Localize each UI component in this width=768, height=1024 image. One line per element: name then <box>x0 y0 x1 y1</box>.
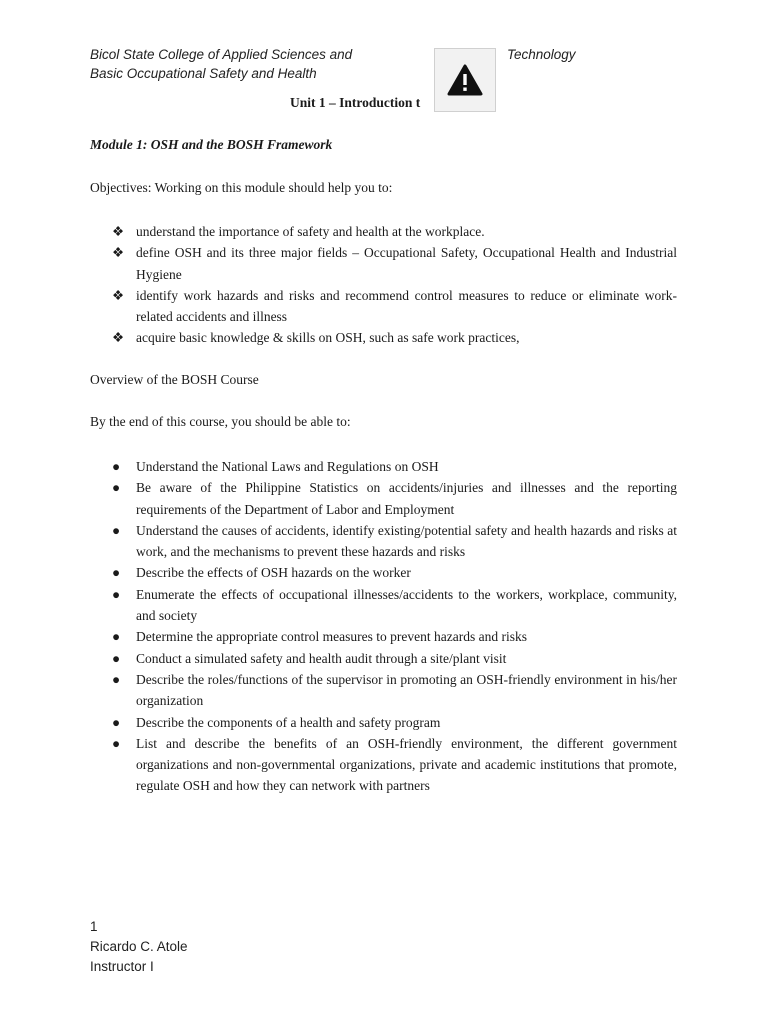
list-item: ● Describe the effects of OSH hazards on the worker <box>90 562 677 583</box>
unit-title: Unit 1 – Introduction t <box>290 95 421 110</box>
list-item: ● Describe the roles/functions of the supervisor in promoting an OSH-friendly environment in his/her organization <box>90 669 677 712</box>
bullet-icon: ● <box>112 480 121 496</box>
list-item: ● Determine the appropriate control measures to prevent hazards and risks <box>90 626 677 647</box>
footer-author-name: Ricardo C. Atole <box>90 939 188 954</box>
bullet-icon: ● <box>112 459 121 474</box>
list-item: ● Understand the causes of accidents, identify existing/potential safety and health hazards and risks at work, and the mechanisms to prevent these hazards and risks <box>90 520 677 563</box>
list-item: ● Be aware of the Philippine Statistics on accidents/injuries and illnesses and the reporting requirements of the Department of Labor and Employment <box>90 477 677 520</box>
objectives-list <box>90 221 677 349</box>
list-item: ● List and describe the benefits of an OSH-friendly environment, the different government organizations and non-governmental organizations, private and academic institutions that promote, regulate OSH and how they can network with partners <box>90 733 677 797</box>
module-title: Module 1: OSH and the BOSH Framework <box>90 137 333 152</box>
outcomes-list <box>90 456 677 797</box>
list-item: ❖ understand the importance of safety and health at the workplace. <box>90 221 677 242</box>
bullet-icon: ● <box>112 522 121 538</box>
diamond-bullet-icon: ❖ <box>112 224 125 239</box>
bullet-icon: ● <box>112 629 121 645</box>
warning-image-placeholder <box>434 48 496 112</box>
list-item: ❖ define OSH and its three major fields – Occupational Safety, Occupational Health and Industrial Hygiene <box>90 242 677 285</box>
page-number: 1 <box>90 919 98 934</box>
bullet-icon: ● <box>112 714 121 730</box>
warning-icon <box>447 64 483 96</box>
diamond-bullet-icon: ❖ <box>112 245 125 261</box>
list-item: ● Conduct a simulated safety and health audit through a site/plant visit <box>90 648 677 669</box>
header-college-continued: Technology <box>507 47 576 62</box>
header-college: Bicol State College of Applied Sciences and <box>90 47 353 62</box>
list-item: ❖ acquire basic knowledge & skills on OSH, such as safe work practices, <box>90 327 677 348</box>
bullet-icon: ● <box>112 735 121 751</box>
diamond-bullet-icon: ❖ <box>112 287 125 303</box>
bullet-icon: ● <box>112 586 121 602</box>
bullet-icon: ● <box>112 650 121 666</box>
list-item: ● Describe the components of a health and safety program <box>90 712 677 733</box>
overview-heading: Overview of the BOSH Course <box>90 372 259 387</box>
footer-author-role: Instructor I <box>90 959 154 974</box>
list-item: ● Enumerate the effects of occupational illnesses/accidents to the workers, workplace, community, and society <box>90 584 677 627</box>
list-item: ❖ identify work hazards and risks and recommend control measures to reduce or eliminate work-related accidents and illness <box>90 285 677 328</box>
objectives-intro: Objectives: Working on this module should help you to: <box>90 180 393 195</box>
bullet-icon: ● <box>112 565 121 581</box>
list-item: ● Understand the National Laws and Regulations on OSH <box>90 456 677 477</box>
header-course: Basic Occupational Safety and Health <box>90 66 317 81</box>
bullet-icon: ● <box>112 671 121 687</box>
diamond-bullet-icon: ❖ <box>112 330 125 346</box>
course-intro: By the end of this course, you should be able to: <box>90 414 351 429</box>
